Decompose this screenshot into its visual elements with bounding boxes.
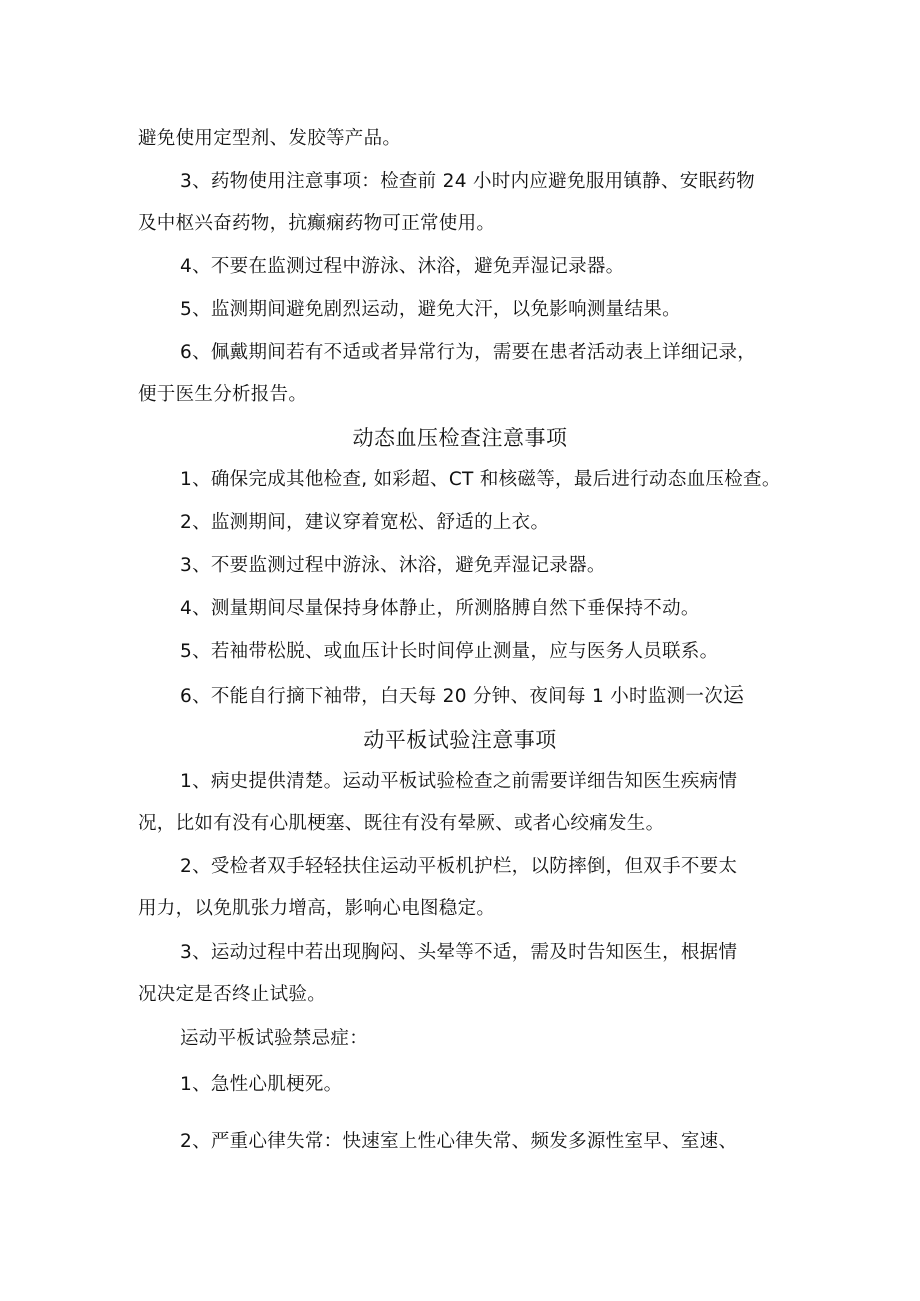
contraindication-1: 1、急性心肌梗死。	[180, 1074, 343, 1095]
treadmill-item-2-line-2: 用力，以免肌张力增高，影响心电图稳定。	[138, 898, 496, 919]
bp-item-5: 5、若袖带松脱、或血压计长时间停止测量，应与医务人员联系。	[180, 641, 719, 662]
treadmill-item-1-line-2: 况，比如有没有心肌梗塞、既往有没有晕厥、或者心绞痛发生。	[138, 813, 665, 834]
bp-item-4: 4、测量期间尽量保持身体静止，所测胳膊自然下垂保持不动。	[180, 598, 700, 619]
intro-item-4: 4、不要在监测过程中游泳、沐浴，避免弄湿记录器。	[180, 256, 625, 277]
bp-item-1: 1、确保完成其他检查, 如彩超、CT 和核磁等，最后进行动态血压检查。	[180, 469, 781, 490]
treadmill-section-title: 动平板试验注意事项	[363, 728, 557, 752]
contraindication-2: 2、严重心律失常：快速室上性心律失常、频发多源性室早、室速、	[180, 1131, 738, 1152]
bp-item-2: 2、监测期间，建议穿着宽松、舒适的上衣。	[180, 512, 550, 533]
treadmill-item-1-line-1: 1、病史提供清楚。运动平板试验检查之前需要详细告知医生疾病情	[180, 771, 738, 792]
treadmill-item-3-line-1: 3、运动过程中若出现胸闷、头晕等不适，需及时告知医生，根据情	[180, 942, 738, 963]
bp-section-title: 动态血压检查注意事项	[352, 426, 568, 450]
bp-item-3: 3、不要监测过程中游泳、沐浴，避免弄湿记录器。	[180, 555, 606, 576]
bp-item-6-tail: 运	[723, 683, 745, 707]
intro-item-5: 5、监测期间避免剧烈运动，避免大汗，以免影响测量结果。	[180, 299, 681, 320]
intro-item-3-line-2: 及中枢兴奋药物，抗癫痫药物可正常使用。	[138, 213, 496, 234]
bp-item-6-line	[180, 680, 840, 712]
paragraph-continuation: 避免使用定型剂、发胶等产品。	[138, 128, 402, 149]
intro-item-3-line-1: 3、药物使用注意事项：检查前 24 小时内应避免服用镇静、安眠药物	[180, 171, 755, 192]
treadmill-item-2-line-1: 2、受检者双手轻轻扶住运动平板机护栏，以防摔倒，但双手不要太	[180, 856, 738, 877]
intro-item-6-line-2: 便于医生分析报告。	[138, 384, 308, 405]
bp-item-6: 6、不能自行摘下袖带，白天每 20 分钟、夜间每 1 小时监测一次	[180, 686, 724, 707]
intro-item-6-line-1: 6、佩戴期间若有不适或者异常行为，需要在患者活动表上详细记录，	[180, 342, 757, 363]
treadmill-item-3-line-2: 况决定是否终止试验。	[138, 984, 327, 1005]
contraindications-heading: 运动平板试验禁忌症：	[180, 1028, 369, 1049]
